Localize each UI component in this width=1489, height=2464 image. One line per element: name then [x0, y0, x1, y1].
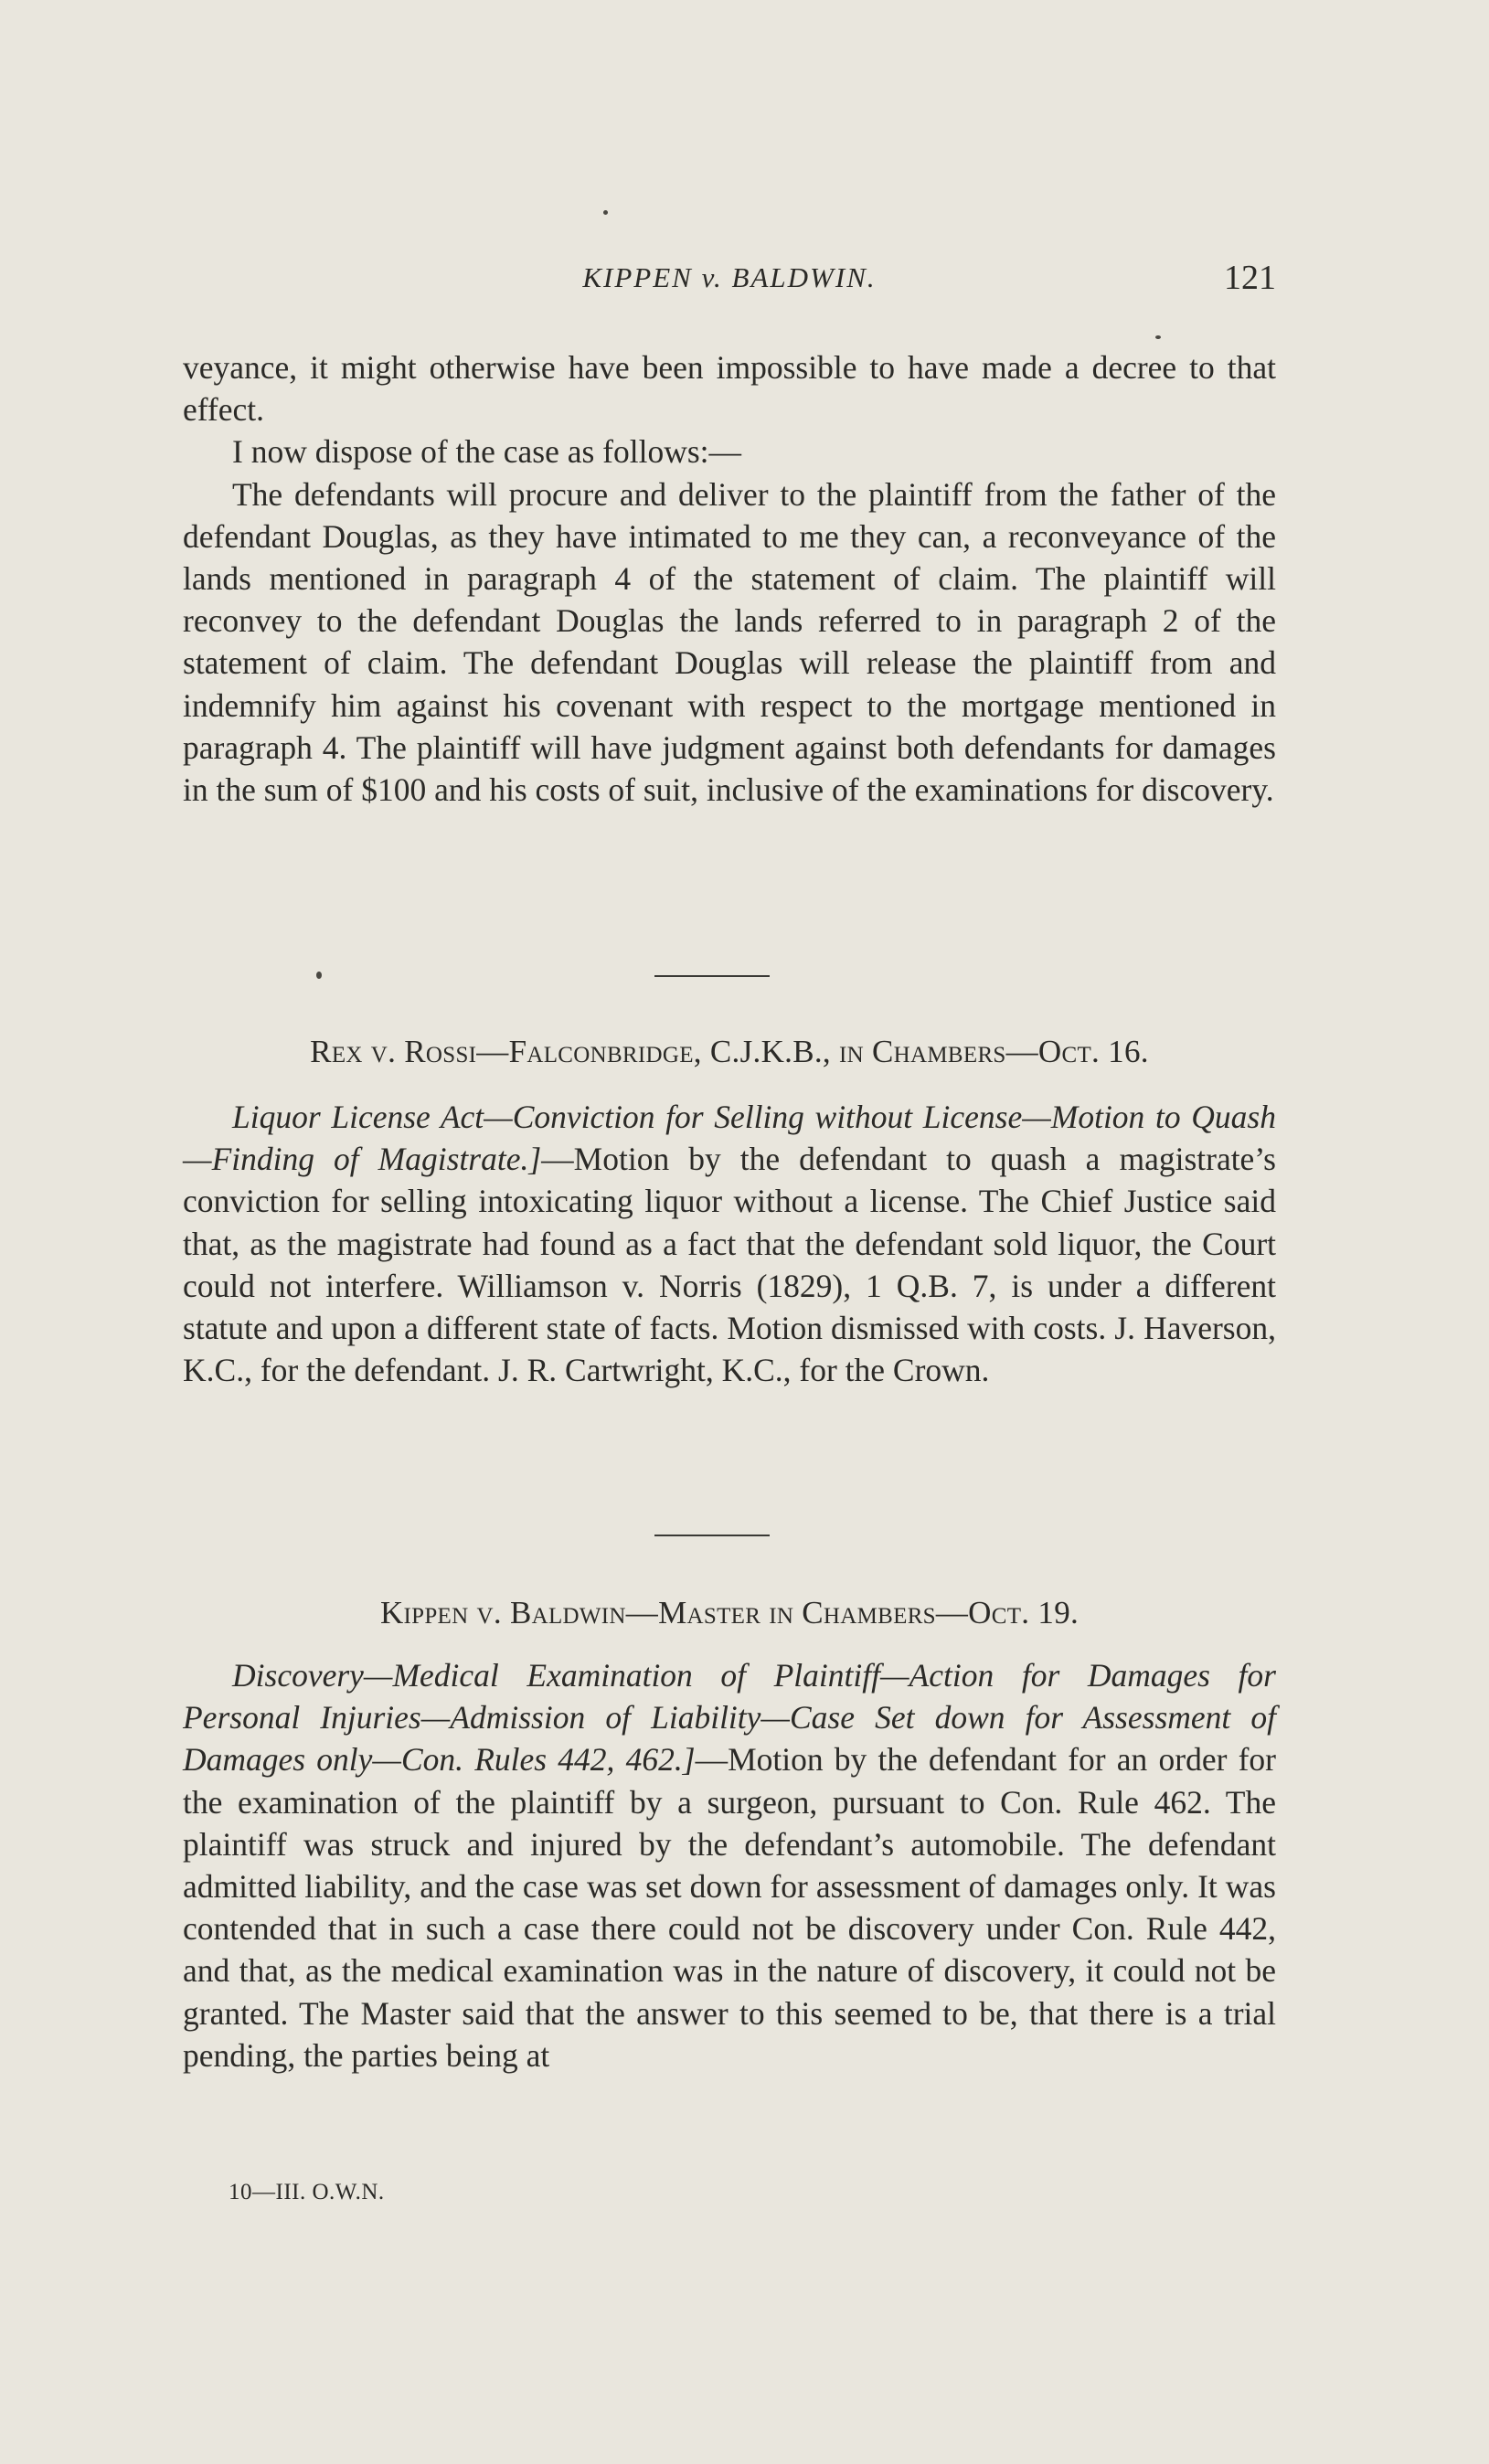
ink-speck	[316, 972, 322, 979]
paragraph: The defendants will procure and deliver to the plaintiff from the father of the defendant Douglas, as they have intimated to me they can, a reconveyance of the lands mentioned in paragraph 4 of the statement of claim. The plaintiff will reconvey to the defendant Douglas the lands referred to in paragraph 2 of the statement of claim. The defendant Douglas will release the plaintiff from and indemnify him against his covenant with respect to the mortgage mentioned in paragraph 4. The plaintiff will have judgment against both defendants for damages in the sum of $100 and his costs of suit, inclusive of the examinations for discovery.	[183, 475, 1276, 809]
case-body: —Motion by the defendant to quash a magistrate’s conviction for selling intoxicating liquor without a license. The Chief Justice said that, as the magistrate had found as a fact that the defendant sold liquor, the Court could not interfere. Williamson v. Norris (1829), 1 Q.B. 7, is under a different statute and upon a different state of facts. Motion dismissed with costs. J. Haverson, K.C., for the defendant. J. R. Cartwright, K.C., for the Crown.	[183, 1141, 1276, 1389]
paragraph	[183, 1096, 1276, 1391]
page-number: 121	[1224, 259, 1276, 297]
paragraph	[183, 1654, 1276, 2076]
case-body: —Motion by the defendant for an order for the examination of the plaintiff by a surgeon, pursuant to Con. Rule 462. The plaintiff was struck and injured by the defendant’s automobile. The defendant admitted liability, and the case was set down for assessment of damages only. It was contended that in such a case there could not be discovery under Con. Rule 442, and that, as the medical examination was in the nature of discovery, it could not be granted. The Master said that the answer to this seemed to be, that there is a trial pending, the parties being at	[183, 1741, 1276, 2074]
paragraph: I now dispose of the case as follows:—	[232, 433, 742, 471]
paragraph: veyance, it might otherwise have been impossible to have made a decree to that effect.	[183, 349, 1276, 429]
ink-speck	[1155, 335, 1161, 339]
case-report-rex-v-rossi	[183, 1096, 1276, 1391]
case-report-kippen-v-baldwin	[183, 1654, 1276, 2076]
section-divider	[654, 975, 770, 977]
continued-judgment-text	[183, 346, 1276, 811]
section-divider	[654, 1535, 770, 1536]
running-title: KIPPEN v. BALDWIN.	[582, 261, 877, 293]
ink-speck	[603, 210, 608, 215]
case-heading-rex-v-rossi: Rex v. Rossi—Falconbridge, C.J.K.B., in Chambers—Oct. 16.	[310, 1034, 1149, 1069]
headnote: Discovery—Medical Examination of Plaintiff—Action for Damages for Personal Injuries—Admission of Liability—Case Set down for Assessment of Damages only—Con. Rules 442, 462.]	[183, 1657, 1276, 1779]
case-heading-kippen-v-baldwin: Kippen v. Baldwin—Master in Chambers—Oct. 19.	[379, 1595, 1080, 1630]
running-head	[183, 254, 1276, 309]
headnote: Liquor License Act—Conviction for Selling without License—Motion to Quash—Finding of Magistrate.]	[183, 1099, 1276, 1178]
signature-mark: 10—III. O.W.N.	[229, 2180, 385, 2204]
